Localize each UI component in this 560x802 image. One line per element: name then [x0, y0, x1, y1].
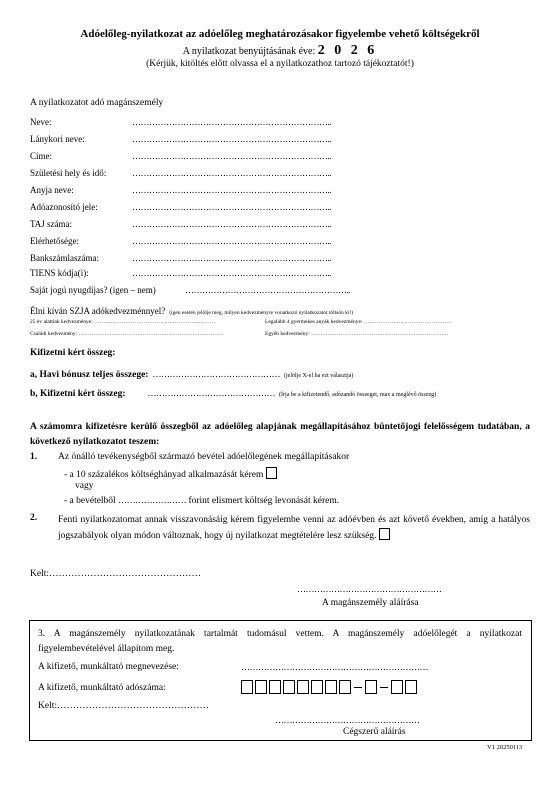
signature-line[interactable]: ……………………………………………: [297, 584, 442, 594]
field-label-tiens-code: TIENS kódja(i):: [30, 268, 89, 278]
option-10-percent: - a 10 százalékos költséghányad alkalmazását kérem: [64, 467, 277, 480]
declaration-intro: A számomra kifizetésre kerülő összegből az adóelőleg alapjának megállapításához büntetőjogi felelősségem tudatában, a következő nyilatkozatot teszem:: [30, 422, 530, 447]
item2-number: 2.: [30, 513, 38, 523]
cost-amount-input[interactable]: ……………………: [118, 495, 187, 505]
payout-heading: Kifizetni kért összeg:: [30, 348, 116, 358]
option-cost-deduction: - a bevételből …………………… forint elismert költség levonását kérem.: [64, 495, 340, 506]
field-label-address: Címe:: [30, 151, 52, 161]
szja-note: (igen esetén jelölje meg, milyen kedvezményre vonatkozó nyilatkozatot töltsön ki!): [169, 310, 354, 316]
company-signature-label: Cégszerű aláírás: [343, 727, 406, 737]
field-input-taj[interactable]: ……………………………………………………………..: [132, 219, 331, 229]
discount-mothers-of-4[interactable]: Legalább 4 gyermekes anyák kedvezménye: …………………………………………: [265, 319, 452, 325]
field-label-contact: Elérhetősége:: [30, 236, 79, 246]
document-title: Adóelőleg-nyilatkozat az adóelőleg meghatározásakor figyelembe vehető költségekről: [80, 28, 480, 40]
field-label-maiden-name: Lánykori neve:: [30, 134, 85, 144]
field-input-name[interactable]: ……………………………………………………………..: [132, 117, 331, 127]
employer-name-input[interactable]: …………………………………………………………: [241, 662, 428, 672]
field-input-maiden-name[interactable]: ……………………………………………………………..: [132, 134, 331, 144]
item1-number: 1.: [30, 452, 38, 462]
version-label: V1 20250113: [487, 744, 523, 751]
company-signature-line[interactable]: ……………………………………………: [275, 715, 420, 725]
field-input-tiens-code[interactable]: ……………………………………………………………..: [132, 268, 331, 278]
pension-input[interactable]: …………………………………………………..: [185, 285, 350, 295]
employer-date-field[interactable]: Kelt:…………………………………………: [38, 701, 209, 711]
field-input-bank-account[interactable]: ……………………………………………………………..: [132, 253, 331, 263]
employer-name-label: A kifizető, munkáltató megnevezése:: [38, 662, 179, 672]
instruction-note: (Kérjük, kitöltés előtt olvassa el a nyilatkozathoz tartozó tájékoztatót!): [146, 59, 414, 69]
field-input-birth[interactable]: ……………………………………………………………..: [132, 168, 331, 178]
personal-heading: A nyilatkozatot adó magánszemély: [30, 98, 164, 108]
employer-acknowledgement-box: [29, 620, 532, 741]
field-input-mother-name[interactable]: ……………………………………………………………..: [132, 185, 331, 195]
pension-question: Saját jogú nyugdíjas? (igen – nem): [30, 285, 156, 295]
discount-under-25[interactable]: 25 év alattiak kedvezménye: …………………………………………………………: [30, 319, 216, 325]
discount-other[interactable]: Egyéb kedvezmény: …………………………………………………………………: [265, 331, 449, 337]
option-10-percent-checkbox[interactable]: [266, 467, 277, 479]
year-label: A nyilatkozat benyújtásának éve:: [182, 46, 316, 57]
field-label-name: Neve:: [30, 117, 52, 127]
payout-option-a[interactable]: a, Havi bónusz teljes összege: ……………………………………… (jelölje X-el ha ezt választja): [30, 369, 354, 380]
item1-text: Az önálló tevékenységből származó bevétel adóelőlegének megállapításakor: [58, 452, 350, 462]
szja-question-line: [30, 301, 353, 319]
field-input-contact[interactable]: ……………………………………………………………..: [132, 236, 331, 246]
employer-tax-label: A kifizető, munkáltató adószáma:: [38, 683, 166, 693]
payout-option-b[interactable]: b, Kifizetni kért összeg: ……………………………………… (Írja be a kifizetendő, adózandó összeget, max a meglévő összeg): [30, 388, 437, 399]
submission-year-line: [0, 43, 560, 59]
date-field[interactable]: Kelt:…………………………………………: [30, 569, 201, 579]
field-label-taj: TAJ száma:: [30, 219, 73, 229]
field-label-bank-account: Bankszámlaszáma:: [30, 253, 99, 263]
field-label-birth: Születési hely és idő:: [30, 168, 107, 178]
field-label-mother-name: Anyja neve:: [30, 185, 74, 195]
field-label-tax-id: Adóazonosító jele:: [30, 202, 98, 212]
year-value: 2 0 2 6: [317, 43, 378, 58]
employer-tax-number-boxes[interactable]: [241, 680, 417, 699]
or-label: vagy: [75, 481, 94, 491]
field-input-address[interactable]: ……………………………………………………………..: [132, 151, 331, 161]
item2-checkbox[interactable]: [379, 528, 390, 540]
item2-text: Fenti nyilatkozatomat annak visszavonásáig kérem figyelembe venni az adóévben és azt követő években, amíg a hatályos jogszabályok olyan módon változnak, hogy új nyilatkozat megtételére lesz szükség.: [58, 515, 530, 541]
szja-question: Élni kíván SZJA adókedvezménnyel?: [30, 306, 166, 316]
discount-family[interactable]: Családi kedvezmény: …………………………………………………………………….: [30, 331, 223, 337]
field-input-tax-id[interactable]: ……………………………………………………………..: [132, 202, 331, 212]
employer-statement: 3. A magánszemély nyilatkozatának tartalmát tudomásul vettem. A magánszemély adóelőlegét a nyilatkozat figyelembevételével állapítom meg.: [38, 629, 522, 654]
signature-label: A magánszemély aláírása: [322, 598, 419, 608]
